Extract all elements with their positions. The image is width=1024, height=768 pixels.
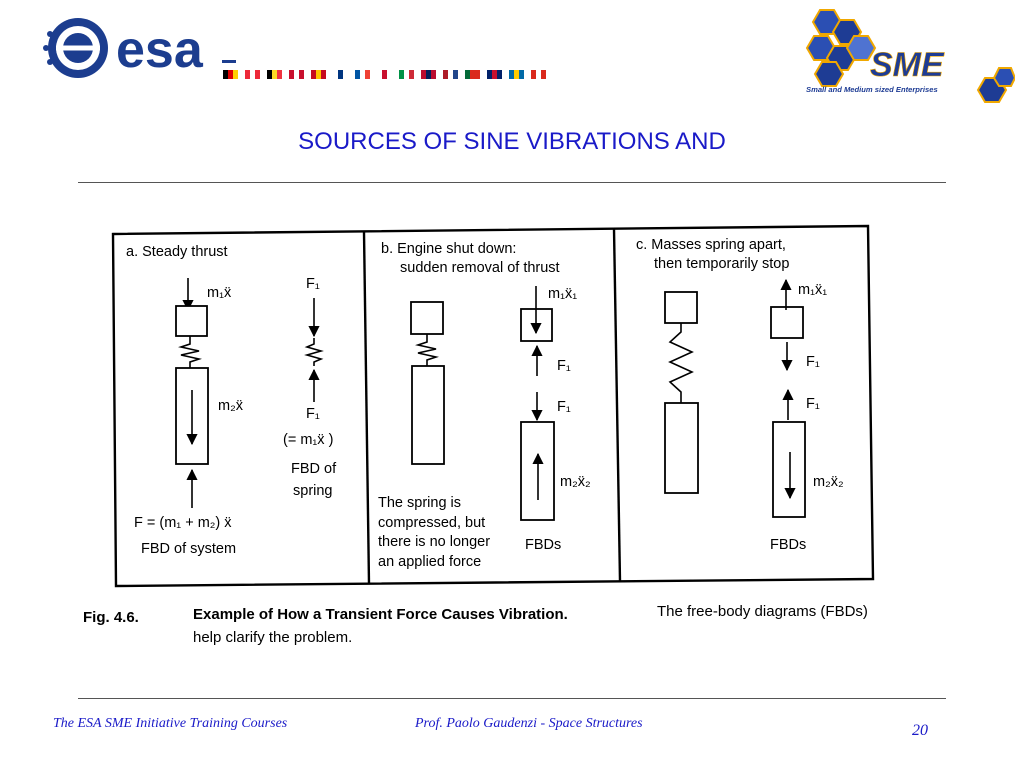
panel-a-steady-thrust [126, 244, 337, 557]
fbd-spring-label-2: spring [293, 483, 333, 499]
fbd-spring-label-1: FBD of [291, 461, 337, 477]
label-m2-accel: m₂ẍ [218, 398, 243, 414]
label-f1-lower: F₁ [806, 396, 820, 412]
page-number: 20 [912, 722, 928, 739]
slide-title: SOURCES OF SINE VIBRATIONS AND [298, 128, 726, 155]
label-m1-accel: m₁ẍ₁ [548, 286, 578, 302]
sme-wordmark: SME [870, 46, 944, 84]
label-f1-top: F₁ [306, 276, 320, 292]
panel-b-engine-shutdown [378, 241, 591, 570]
fbd-m2-box [773, 422, 805, 517]
fbds-label: FBDs [525, 537, 562, 553]
mass-m2-box [665, 403, 698, 493]
fbds-label: FBDs [770, 537, 807, 553]
figure-caption [83, 603, 868, 646]
fbd-system-label: FBD of system [141, 541, 237, 557]
caption-title: Example of How a Transient Force Causes Vibration. [193, 606, 568, 623]
system-force-formula: F = (m₁ + m₂) ẍ [134, 515, 232, 531]
panel-a-heading: a. Steady thrust [126, 244, 228, 260]
panel-b-heading-2: sudden removal of thrust [400, 260, 560, 276]
mass-m1-box [665, 292, 697, 323]
label-f1-equivalent: (= m₁ẍ ) [283, 432, 334, 448]
caption-body-line2: help clarify the problem. [193, 629, 353, 646]
spring-icon [181, 336, 199, 368]
label-f1-bottom: F₁ [306, 406, 320, 422]
fbd-m1-box [771, 307, 803, 338]
label-f1-upper: F₁ [806, 354, 820, 370]
mass-m1-box [176, 306, 207, 336]
mass-m2-box [412, 366, 444, 464]
spring-icon [418, 334, 436, 366]
mass-m1-box [411, 302, 443, 334]
label-f1-upper: F₁ [557, 358, 571, 374]
footer-course: The ESA SME Initiative Training Courses [53, 716, 288, 731]
label-m2-accel: m₂ẍ₂ [813, 474, 844, 490]
spring-note-3: there is no longer [378, 534, 491, 550]
panel-b-heading-1: b. Engine shut down: [381, 241, 517, 257]
label-m2-accel: m₂ẍ₂ [560, 474, 591, 490]
label-m1-accel: m₁ẍ [207, 285, 232, 301]
esa-wordmark: esa [116, 21, 203, 79]
spring-fbd-icon [307, 338, 321, 366]
label-m1-accel: m₁ẍ₁ [798, 282, 828, 298]
spring-extended-icon [670, 323, 692, 403]
caption-body: The free-body diagrams (FBDs) [657, 603, 868, 620]
sme-tagline: Small and Medium sized Enterprises [806, 85, 938, 94]
caption-number: Fig. 4.6. [83, 609, 139, 626]
panel-c-masses-spring-apart [636, 237, 844, 553]
bottom-divider [78, 698, 946, 699]
panel-c-heading-1: c. Masses spring apart, [636, 237, 786, 253]
spring-note-4: an applied force [378, 554, 482, 570]
panel-c-heading-2: then temporarily stop [654, 256, 790, 272]
spring-note-2: compressed, but [378, 515, 486, 531]
label-f1-lower: F₁ [557, 399, 571, 415]
footer-author: Prof. Paolo Gaudenzi - Space Structures [415, 716, 643, 731]
spring-note-1: The spring is [378, 495, 462, 511]
